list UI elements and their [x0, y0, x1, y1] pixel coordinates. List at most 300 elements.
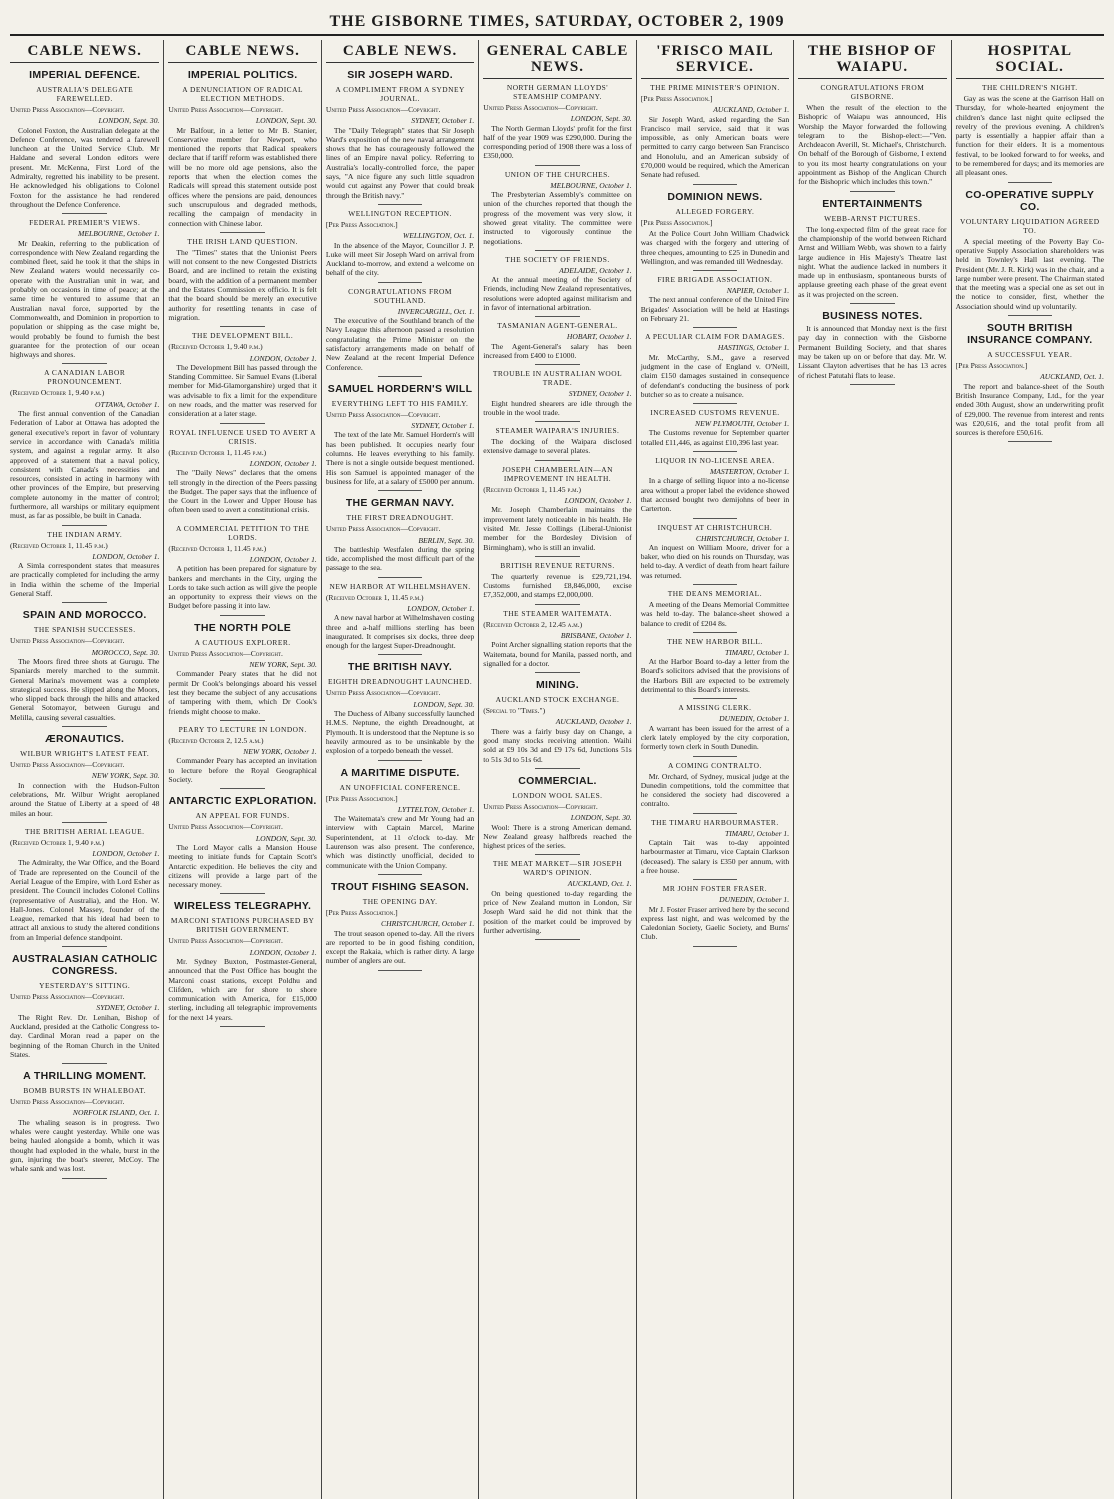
- article-body: The quarterly revenue is £29,721,194. Customs furnished £8,846,000, excise £7,352,000, and stamps £2,000,000.: [483, 571, 632, 600]
- article-body: The Duchess of Albany successfully launched H.M.S. Neptune, the eighth Dreadnought, at Plymouth. It is understood that the Neptune is so heavily armoured as to be unsinkable by the explosion of a torpedo beneath the vessel.: [325, 709, 475, 756]
- article-subhead: AN UNOFFICIAL CONFERENCE.: [339, 782, 461, 792]
- article-dateline: DUNEDIN, October 1.: [719, 895, 790, 905]
- article-dateline: NEW YORK, October 1.: [243, 747, 317, 757]
- article: [326, 69, 474, 200]
- article: [641, 523, 789, 580]
- article-credit: (Received October 1, 11.45 p.m.): [168, 543, 267, 553]
- article-dateline: SYDNEY, October 1.: [411, 116, 475, 126]
- section-divider: [220, 893, 265, 894]
- article-dateline: LONDON, October 1.: [249, 353, 317, 363]
- article-subhead: A CAUTIOUS EXPLORER.: [194, 637, 291, 647]
- article-credit: United Press Association—Copyright.: [168, 105, 283, 114]
- column-header: CABLE NEWS.: [168, 40, 316, 63]
- article-dateline: WELLINGTON, Oct. 1.: [402, 231, 475, 241]
- article-dateline: AUCKLAND, Oct. 1.: [567, 879, 632, 889]
- section-divider: [220, 519, 265, 520]
- article-dateline: NORFOLK ISLAND, Oct. 1.: [72, 1108, 160, 1118]
- column-5: [636, 40, 793, 1499]
- article-dateline: TIMARU, October 1.: [725, 828, 790, 838]
- section-divider: [693, 184, 738, 185]
- article-body: The report and balance-sheet of the South British Insurance Company, Ltd., for the year ended 30th August, show an underwriting profit of £29,000. The revenue from interest and rents was £20,616, and the total profit from all sources is therefore £50,616.: [955, 381, 1104, 438]
- columns: [6, 40, 1108, 1499]
- article-subhead: MARCONI STATIONS PURCHASED BY BRITISH GOVERNMENT.: [170, 916, 315, 935]
- section-divider: [535, 604, 580, 605]
- article-heading: MINING.: [536, 679, 579, 692]
- article-subhead: ROYAL INFLUENCE USED TO AVERT A CRISIS.: [169, 427, 316, 446]
- article-dateline: MOROCCO, Sept. 30.: [91, 647, 160, 657]
- article-credit: [Per Press Association.]: [325, 793, 398, 803]
- article-dateline: SYDNEY, October 1.: [568, 389, 632, 399]
- article-credit: United Press Association—Copyright.: [10, 992, 125, 1002]
- article: [326, 497, 474, 572]
- article: [641, 332, 789, 399]
- article: [10, 69, 159, 209]
- article-subhead: AUCKLAND STOCK EXCHANGE.: [495, 695, 620, 705]
- article-credit: (Received October 1, 11.45 p.m.): [168, 447, 267, 457]
- article-credit: United Press Association—Copyright.: [10, 105, 125, 114]
- article-heading: SPAIN AND MOROCCO.: [22, 609, 147, 622]
- article: [956, 189, 1104, 311]
- article-body: At the annual meeting of the Society of Friends, including New Zealand representatives, resolutions were adopted against militarism and in favor of international arbitration.: [483, 275, 632, 313]
- article: [168, 622, 316, 716]
- article-subhead: THE NEW HARBOR BILL.: [667, 636, 763, 646]
- article-dateline: HASTINGS, October 1.: [717, 343, 790, 353]
- article-heading: SIR JOSEPH WARD.: [347, 69, 453, 81]
- section-divider: [535, 250, 580, 251]
- column-header: GENERAL CABLE NEWS.: [483, 40, 631, 79]
- article-subhead: TASMANIAN AGENT-GENERAL.: [497, 321, 618, 331]
- article-heading: ÆRONAUTICS.: [45, 733, 125, 746]
- article-heading: COMMERCIAL.: [518, 774, 597, 787]
- article: [483, 775, 631, 850]
- article-subhead: STEAMER WAIPARA'S INJURIES.: [495, 426, 620, 436]
- section-divider: [535, 672, 580, 673]
- section-divider: [378, 577, 423, 578]
- section-divider: [378, 760, 423, 761]
- article: [10, 218, 159, 359]
- article-heading: THE BRITISH NAVY.: [348, 661, 453, 674]
- section-divider: [535, 421, 580, 422]
- article-subhead: A MISSING CLERK.: [678, 703, 752, 713]
- article: [641, 761, 789, 809]
- article: [168, 900, 316, 1022]
- article-heading: DOMINION NEWS.: [667, 190, 763, 203]
- article-subhead: AUSTRALIA'S DELEGATE FAREWELLED.: [36, 85, 134, 103]
- section-divider: [535, 316, 580, 317]
- article-dateline: NEW YORK, Sept. 30.: [249, 660, 317, 670]
- article-subhead: BRITISH REVENUE RETURNS.: [500, 560, 615, 570]
- article: [798, 198, 946, 299]
- article-subhead: THE IRISH LAND QUESTION.: [187, 236, 298, 246]
- article-body: The battleship Westfalen during the spring tide, accomplished the most difficult part of the passage to the sea.: [325, 544, 475, 573]
- article-subhead: WEBB-ARNST PICTURES.: [824, 213, 921, 223]
- article-dateline: AUCKLAND, Oct. 1.: [1040, 372, 1104, 382]
- article-subhead: NORTH GERMAN LLOYDS' STEAMSHIP COMPANY.: [506, 83, 609, 101]
- article: [10, 733, 159, 818]
- article-subhead: FEDERAL PREMIER'S VIEWS.: [29, 218, 141, 228]
- article-subhead: THE CHILDREN'S NIGHT.: [981, 83, 1078, 92]
- column-4: [478, 40, 635, 1499]
- article-subhead: THE DEVELOPMENT BILL.: [191, 331, 294, 341]
- article-subhead: JOSEPH CHAMBERLAIN—AN IMPROVEMENT IN HEALTH.: [502, 464, 613, 483]
- section-divider: [378, 490, 423, 491]
- column-header: HOSPITAL SOCIAL.: [956, 40, 1104, 79]
- article: [168, 69, 316, 228]
- section-divider: [693, 632, 738, 633]
- article-body: Mr J. Foster Fraser arrived here by the second express last night, and was welcomed by the Caledonian Society, Gaelic Society, and Burns' Club.: [640, 904, 790, 942]
- article-dateline: LONDON, October 1.: [249, 554, 317, 564]
- section-divider: [62, 363, 107, 364]
- article-dateline: NAPIER, October 1.: [726, 286, 790, 296]
- article-subhead: INCREASED CUSTOMS REVENUE.: [650, 408, 780, 418]
- column-6: [793, 40, 950, 1499]
- article-subhead: A SUCCESSFUL YEAR.: [987, 350, 1073, 360]
- article-heading: WIRELESS TELEGRAPHY.: [174, 900, 312, 913]
- article-body: Mr. Joseph Chamberlain maintains the improvement lately noticeable in his health. He visited Mr. Jesse Collings (Liberal-Unionist member for the Bordesley Division of Birmingham), who is still an invalid.: [483, 505, 632, 552]
- article-body: A warrant has been issued for the arrest of a clerk lately employed by the city corporation, formerly town clerk in South Dunedin.: [640, 723, 790, 752]
- article-subhead: EVERYTHING LEFT TO HIS FAMILY.: [331, 398, 469, 408]
- article-dateline: LONDON, October 1.: [92, 849, 160, 859]
- section-divider: [378, 970, 423, 971]
- article-subhead: THE MEAT MARKET—SIR JOSEPH WARD'S OPINION.: [492, 859, 623, 878]
- article-subhead: INQUEST AT CHRISTCHURCH.: [657, 522, 773, 532]
- article: [483, 426, 631, 456]
- column-2: [163, 40, 320, 1499]
- article-credit: (Received October 1, 11.45 p.m.): [325, 592, 424, 602]
- article-dateline: AUCKLAND, October 1.: [713, 105, 790, 115]
- article: [168, 331, 316, 418]
- article-body: The docking of the Waipara disclosed extensive damage to several plates.: [483, 437, 632, 456]
- article-body: The Admiralty, the War Office, and the Board of Trade are represented on the Council of the Aerial League of the Empire, with Lord Esher as president. The Council includes Colonel Collins (representative of Australia), and the Hon. W. Hall-Jones. Colonel Massey, founder of the League, remarked that his ideal had been to attract all anxious to study the altered conditions from an Imperial defence standpoint.: [10, 858, 160, 942]
- article-subhead: THE SOCIETY OF FRIENDS.: [505, 254, 610, 264]
- section-divider: [535, 364, 580, 365]
- article: [168, 524, 316, 611]
- article-credit: United Press Association—Copyright.: [325, 409, 441, 419]
- section-divider: [62, 822, 107, 823]
- article: [483, 859, 631, 935]
- article: [956, 322, 1104, 437]
- article-body: At the Police Court John William Chadwick was charged with the forgery and uttering of three cheques, amounting to £25 in Dunedin and Wellington, and was remanded till Wednesday.: [640, 228, 790, 266]
- article-body: The Presbyterian Assembly's committee on union of the churches reported that though the progress of the movement was very slow, it showed great vitality. The committee were instructed to vigorously continue the negotiations.: [483, 190, 632, 246]
- article-credit: (Received October 1, 9.40 p.m.): [168, 342, 263, 352]
- column-3: [321, 40, 478, 1499]
- article-body: Gay as was the scene at the Garrison Hall on Thursday, for whole-hearted enjoyment the children's dance last night quite eclipsed the revelry of the previous evening. A children's party is essentially a happier affair than a function for their elders. It is a momentous festival, to be looked forward to for weeks, and to be remembered for days; and its memories are all pleasant ones.: [955, 94, 1105, 178]
- article-body: The long-expected film of the great race for the championship of the world between Richard Arnst and William Webb, was shown to a fairly large audience in His Majesty's Theatre last night. What the audience lacked in numbers it made up in enthusiasm, spontaneous bursts of applause greeting each phase of the great event as it was projected on the screen.: [798, 224, 947, 299]
- section-divider: [378, 376, 423, 377]
- article: [483, 465, 631, 552]
- section-divider: [693, 327, 738, 328]
- article: [326, 209, 474, 278]
- article-heading: BUSINESS NOTES.: [822, 310, 923, 323]
- article-dateline: LONDON, Sept. 30.: [255, 833, 317, 843]
- article-credit: United Press Association—Copyright.: [10, 1097, 125, 1107]
- article-subhead: EIGHTH DREADNOUGHT LAUNCHED.: [327, 677, 473, 687]
- section-divider: [535, 768, 580, 769]
- section-divider: [535, 165, 580, 166]
- article: [641, 818, 789, 875]
- article-body: Captain Tait was to-day appointed harbourmaster at Timaru, vice Captain Clarkson (deceased). The salary is £350 per annum, with a free house.: [640, 838, 790, 875]
- article-subhead: ALLEGED FORGERY.: [675, 206, 755, 216]
- article-body: There was a fairly busy day on Change, a good many stocks receiving attention. Waihi sold at £9 10s 3d and £9 17s 6d, Junctions 51s to 51s 3d to 51s 6d.: [483, 726, 632, 764]
- article: [168, 725, 316, 784]
- article-body: The text of the late Mr. Samuel Hordern's will has been published. It occupies nearly four columns. He leaves everything to his family. There is not a single outside bequest mentioned. His son Samuel is appointed manager of the business for life, at a salary of £5000 per annum.: [325, 430, 475, 486]
- section-divider: [693, 756, 738, 757]
- article-heading: ENTERTAINMENTS: [822, 197, 923, 210]
- section-divider: [220, 423, 265, 424]
- article-body: Mr. Sydney Buxton, Postmaster-General, announced that the Post Office has bought the Marconi coast stations, except Poldhu and Clifden, which are for shore to shore communication with America, for £15,000 sterling, including all telegraphic improvements for the next 14 years.: [168, 957, 317, 1022]
- article-credit: (Received October 1, 9.40 p.m.): [10, 837, 105, 847]
- article-body: The Agent-General's salary has been increased from £400 to £1000.: [483, 341, 632, 360]
- section-divider: [220, 326, 265, 327]
- column-header: THE BISHOP OF WAIAPU.: [798, 40, 946, 79]
- article-body: A Simla correspondent states that measures are practically completed for including the army in India within the scheme of the Imperial General Staff.: [10, 561, 160, 599]
- section-divider: [62, 525, 107, 526]
- article-dateline: CHRISTCHURCH, October 1.: [695, 533, 790, 543]
- article-heading: A MARITIME DISPUTE.: [340, 766, 460, 779]
- article-body: Sir Joseph Ward, asked regarding the San Francisco mail service, said that it was impossible, as only American boats were permitted to carry cargo between San Francisco and Honolulu, and an American subsidy of £70,000 would be required, which the American Senate had refused.: [640, 114, 790, 180]
- article-subhead: MR JOHN FOSTER FRASER.: [662, 884, 768, 894]
- article: [956, 83, 1104, 178]
- article-subhead: A CANADIAN LABOR PRONOUNCEMENT.: [44, 368, 126, 387]
- article-body: Commander Peary has accepted an invitation to lecture before the Royal Geographical Society.: [168, 756, 317, 785]
- section-divider: [535, 939, 580, 940]
- article-dateline: LONDON, Sept. 30.: [570, 813, 632, 823]
- article-body: The Development Bill has passed through the Standing Committee. Sir Samuel Evans (Liberal member for Mid-Glamorganshire) urged that it was advisable to fix a limit for the expenditure on new roads, and the matter was reserved for consideration at a later stage.: [168, 362, 317, 419]
- article-subhead: CONGRATULATIONS FROM SOUTHLAND.: [348, 286, 452, 305]
- section-divider: [62, 1063, 107, 1064]
- article-dateline: BERLIN, Sept. 30.: [418, 535, 475, 545]
- article-body: The first annual convention of the Canadian Federation of Labor at Ottawa has adopted the general executive's report in favor of voluntary service in accordance with Canada's militia system, and against a regular army. It also approved of a statement that a naval policy, consistent with Canada's necessities and resources, consisted in acting in harmony with other provinces of the Empire, but preserving complete autonomy in the matter of control; furthermore, all warships or military equipment must, as far as possible, be built in Canada.: [10, 409, 160, 521]
- article-credit: (Received October 2, 12.45 a.m.): [483, 619, 583, 629]
- article-subhead: TROUBLE IN AUSTRALIAN WOOL TRADE.: [492, 369, 623, 388]
- article-dateline: LYTTELTON, October 1.: [397, 804, 475, 814]
- article: [798, 310, 946, 380]
- article-dateline: SYDNEY, October 1.: [411, 421, 475, 431]
- article-body: The Customs revenue for September quarter totalled £11,446, as against £10,396 last year.: [640, 428, 790, 447]
- article-subhead: THE STEAMER WAITEMATA.: [503, 608, 612, 618]
- section-divider: [220, 615, 265, 616]
- section-divider: [693, 698, 738, 699]
- article-credit: (Received October 2, 12.5 a.m.): [168, 735, 264, 745]
- article-body: Colonel Foxton, the Australian delegate at the Defence Conference, was tendered a farewell luncheon at the United Service Club. Mr Haldane and several London editors were present. Mr. McKenna, First Lord of the Admiralty, regretted his inability to be present. He acknowledged his obligations to Colonel Foxton for the assistance he had rendered throughout the Defence Conference.: [10, 125, 160, 209]
- article: [326, 661, 474, 755]
- article-credit: United Press Association—Copyright.: [168, 822, 283, 832]
- article-body: The trout season opened to-day. All the rivers are reported to be in good fishing condition, except the Rakaia, which is rather dirty. A large number of anglers are out.: [325, 928, 475, 966]
- article-body: In the absence of the Mayor, Councillor J. P. Luke will meet Sir Joseph Ward on arrival from Auckland to-morrow, and extend a welcome on behalf of the city.: [325, 240, 475, 278]
- article-subhead: THE OPENING DAY.: [362, 896, 438, 906]
- section-divider: [1008, 441, 1053, 442]
- article: [641, 83, 789, 180]
- article-subhead: THE PRIME MINISTER'S OPINION.: [650, 83, 780, 92]
- article: [483, 321, 631, 360]
- article-body: The North German Lloyds' profit for the first half of the year 1909 was £290,000. During the corresponding period of 1908 there was a loss of £350,000.: [483, 123, 632, 161]
- section-divider: [220, 720, 265, 721]
- article-credit: United Press Association—Copyright.: [325, 688, 441, 698]
- article-dateline: AUCKLAND, October 1.: [555, 717, 632, 727]
- article: [10, 368, 159, 520]
- article-subhead: WELLINGTON RECEPTION.: [348, 208, 452, 218]
- section-divider: [850, 303, 895, 304]
- article: [483, 679, 631, 764]
- article-body: The whaling season is in progress. Two whales were caught yesterday. While one was being hauled alongside a bomb, which it was thought had exploded in the whale, burst in the gun, injuring the boat's steerer, McCoy. The whale sank and was lost.: [10, 1117, 160, 1174]
- article: [168, 237, 316, 322]
- article: [168, 428, 316, 515]
- article-dateline: LONDON, Sept. 30.: [255, 116, 317, 126]
- article-credit: [Per Press Association.]: [325, 219, 398, 229]
- section-divider: [220, 788, 265, 789]
- article-subhead: NEW HARBOR AT WILHELMSHAVEN.: [329, 581, 471, 591]
- section-divider: [535, 460, 580, 461]
- article-body: A meeting of the Deans Memorial Committee was held to-day. The balance-sheet showed a balance to credit of £204 8s.: [640, 599, 790, 628]
- article-credit: [Per Press Association.]: [955, 361, 1028, 371]
- section-divider: [220, 1026, 265, 1027]
- article-dateline: OTTAWA, October 1.: [94, 399, 160, 409]
- article-subhead: FIRE BRIGADE ASSOCIATION.: [657, 275, 773, 285]
- article-subhead: VOLUNTARY LIQUIDATION AGREED TO.: [959, 216, 1100, 235]
- article-subhead: A COMMERCIAL PETITION TO THE LORDS.: [176, 523, 310, 542]
- column-header: CABLE NEWS.: [326, 40, 474, 63]
- article: [483, 609, 631, 668]
- article-body: Mr Deakin, referring to the publication of correspondence with New Zealand regarding the combined fleet, said he took it that the ships in New Zealand waters would necessarily co-operate with the Australian unit in war, and probably on occasions in time of peace; at the same time he ventured to assume that an Australian naval force, supported by the Commonwealth, and Dominion in proportion to population or shipping as the case might be, would probably be found to furnish the best guarantee for the protection of our ocean highways and shores.: [10, 238, 160, 360]
- article: [641, 589, 789, 628]
- article-dateline: LONDON, Sept. 30.: [413, 699, 475, 709]
- article-subhead: THE INDIAN ARMY.: [47, 529, 123, 539]
- article-credit: United Press Association—Copyright.: [325, 524, 441, 534]
- article-heading: IMPERIAL DEFENCE.: [29, 69, 141, 81]
- article-body: On being questioned to-day regarding the price of New Zealand mutton in London, Sir Joseph Ward said he did not think that the position of the market could be improved by further advertising.: [483, 888, 632, 935]
- article-body: Mr. Orchard, of Sydney, musical judge at the Dunedin competitions, told the committee that he considered the society had discovered a contralto.: [640, 771, 790, 809]
- article: [641, 408, 789, 447]
- article-credit: (Received October 1, 11.45 p.m.): [483, 484, 582, 494]
- article-subhead: A COMING CONTRALTO.: [667, 760, 762, 770]
- article: [326, 383, 474, 486]
- article: [483, 83, 631, 161]
- article-heading: TROUT FISHING SEASON.: [330, 880, 470, 893]
- article: [326, 881, 474, 966]
- article: [168, 795, 316, 889]
- masthead-title: THE GISBORNE TIMES, SATURDAY, OCTOBER 2, 1909: [329, 13, 785, 30]
- article: [641, 191, 789, 266]
- article-credit: United Press Association—Copyright.: [483, 103, 598, 112]
- article: [483, 170, 631, 246]
- article-body: The Right Rev. Dr. Lenihan, Bishop of Auckland, presided at the Catholic Congress to-day. Cardinal Moran read a paper on the beginning of the Roman Church in the United States.: [10, 1012, 160, 1059]
- article-credit: United Press Association—Copyright.: [325, 105, 441, 114]
- article-subhead: LIQUOR IN NO-LICENSE AREA.: [655, 456, 775, 466]
- article-body: Wool: There is a strong American demand. New Zealand greasy halfbreds reached the highest prices of the series.: [483, 822, 632, 851]
- article-subhead: THE BRITISH AERIAL LEAGUE.: [24, 826, 145, 836]
- section-divider: [693, 451, 738, 452]
- masthead: [10, 0, 1104, 36]
- article-subhead: YESTERDAY'S SITTING.: [39, 981, 131, 991]
- section-divider: [62, 213, 107, 214]
- article-subhead: THE DEANS MEMORIAL.: [667, 588, 763, 598]
- article-body: An inquest on William Moore, driver for a baker, who died on his rounds on Thursday, was held to-day. A verdict of death from heart failure was returned.: [640, 542, 790, 580]
- article-dateline: LONDON, Sept. 30.: [98, 116, 160, 126]
- column-header: 'FRISCO MAIL SERVICE.: [641, 40, 789, 79]
- article-credit: [Per Press Association.]: [640, 217, 713, 227]
- article-heading: THE GERMAN NAVY.: [345, 497, 455, 510]
- article: [326, 767, 474, 870]
- article-body: Mr. McCarthy, S.M., gave a reserved judgment in the case of England v. O'Neill, claim £150 damages sustained in consequence of defendant's conducting the business of pork butcher so as to create a nuisance.: [640, 352, 790, 399]
- article: [483, 561, 631, 600]
- article-body: The Lord Mayor calls a Mansion House meeting to initiate funds for Captain Scott's Antarctic expedition. He believes the city and citizens will provide a large part of the necessary money.: [168, 842, 317, 890]
- article: [10, 530, 159, 599]
- article-body: When the result of the election to the Bishopric of Waiapu was announced, His Worship the Mayor forwarded the following telegram to the Bishop-elect:—"Ven. Archdeacon Averill, St. Michael's, Christchurch. On behalf of the Borough of Gisborne, I extend to you its most hearty congratulations on your appointment as Bishop of the Anglican Church for the Bishopric which includes this town.": [798, 103, 947, 187]
- article-subhead: LONDON WOOL SALES.: [512, 790, 603, 800]
- article-heading: AUSTRALASIAN CATHOLIC CONGRESS.: [11, 953, 158, 978]
- column-header: CABLE NEWS.: [10, 40, 159, 63]
- article-credit: (Received October 1, 11.45 p.m.): [10, 540, 108, 550]
- section-divider: [378, 654, 423, 655]
- article-heading: SAMUEL HORDERN'S WILL: [327, 382, 473, 395]
- article-heading: ANTARCTIC EXPLORATION.: [168, 795, 317, 808]
- article-body: In a charge of selling liquor into a no-license area without a proper label the evidence showed that accused bought two demijohns of beer in Carterton.: [640, 476, 790, 514]
- article-dateline: MELBOURNE, October 1.: [78, 229, 160, 239]
- article-body: At the Harbor Board to-day a letter from the Board's solicitors advised that the provisions of the Harbors Bill are expected to be extremely detrimental to this Board's interests.: [640, 657, 790, 695]
- article: [641, 456, 789, 513]
- section-divider: [62, 726, 107, 727]
- article: [641, 884, 789, 941]
- article: [10, 953, 159, 1059]
- article-subhead: BOMB BURSTS IN WHALEBOAT.: [23, 1086, 147, 1096]
- section-divider: [693, 270, 738, 271]
- article-body: Point Archer signalling station reports that the Waitemata, bound for Manila, passed north, and signalled for a doctor.: [483, 640, 632, 668]
- article: [326, 582, 474, 651]
- article-dateline: INVERCARGILL, Oct. 1.: [397, 306, 475, 316]
- section-divider: [62, 1178, 107, 1179]
- section-divider: [850, 384, 895, 385]
- article-subhead: A DENUNCIATION OF RADICAL ELECTION METHODS.: [182, 85, 303, 103]
- article-credit: United Press Association—Copyright.: [483, 801, 598, 811]
- article-subhead: A COMPLIMENT FROM A SYDNEY JOURNAL.: [335, 85, 465, 103]
- section-divider: [378, 204, 423, 205]
- article: [798, 83, 946, 187]
- column-7: [951, 40, 1108, 1499]
- article-credit: (Special to "Times."): [483, 706, 546, 716]
- column-1: [6, 40, 163, 1499]
- section-divider: [693, 946, 738, 947]
- article-subhead: THE FIRST DREADNOUGHT.: [346, 513, 454, 523]
- article-body: It is announced that Monday next is the first pay day in connection with the Gisborne Permanent Building Society, and that shares may be taken up on or before that day. Mr. W. Lissant Clayton advertises that he has 13 acres of richest Patutahi flats to lease.: [798, 324, 947, 380]
- section-divider: [1008, 315, 1053, 316]
- article-dateline: LONDON, October 1.: [564, 496, 632, 506]
- article-subhead: UNION OF THE CHURCHES.: [504, 169, 611, 179]
- section-divider: [693, 813, 738, 814]
- article-dateline: LONDON, October 1.: [407, 603, 475, 613]
- section-divider: [378, 282, 423, 283]
- section-divider: [693, 584, 738, 585]
- article: [641, 275, 789, 323]
- section-divider: [693, 518, 738, 519]
- article: [483, 255, 631, 312]
- article-body: A new naval harbor at Wilhelmshaven costing three and a-half millions sterling has been inaugurated. It comprises six docks, three deep enough for the largest Super-Dreadnought.: [325, 613, 475, 651]
- article: [10, 609, 159, 722]
- article-dateline: MASTERTON, October 1.: [709, 467, 790, 477]
- article: [483, 369, 631, 417]
- article-heading: IMPERIAL POLITICS.: [187, 69, 298, 81]
- article-subhead: AN APPEAL FOR FUNDS.: [195, 811, 290, 821]
- article-subhead: THE SPANISH SUCCESSES.: [33, 625, 136, 635]
- article-dateline: CHRISTCHURCH, October 1.: [381, 919, 475, 929]
- article-credit: (Received October 1, 9.40 p.m.): [10, 388, 105, 398]
- article-body: The executive of the Southland branch of the Navy League this afternoon passed a resolution congratulating the Prime Minister on the satisfactory arrangements made on behalf of New Zealand at the recent Imperial Defence Conference.: [325, 316, 475, 372]
- article-subhead: WILBUR WRIGHT'S LATEST FEAT.: [20, 749, 150, 759]
- article-dateline: MELBOURNE, October 1.: [550, 180, 632, 190]
- article-body: The Moors fired three shots at Gurugu. The Spaniards merely marched to the summit. General Marina's movement was a complete strategical success. He slipped along the Moors, who slipped back through the hills and attacked General Sotomayor, between Gurugu and Melilla, causing several casualties.: [10, 656, 160, 722]
- article-dateline: TIMARU, October 1.: [725, 647, 790, 657]
- article: [326, 287, 474, 372]
- article: [641, 637, 789, 694]
